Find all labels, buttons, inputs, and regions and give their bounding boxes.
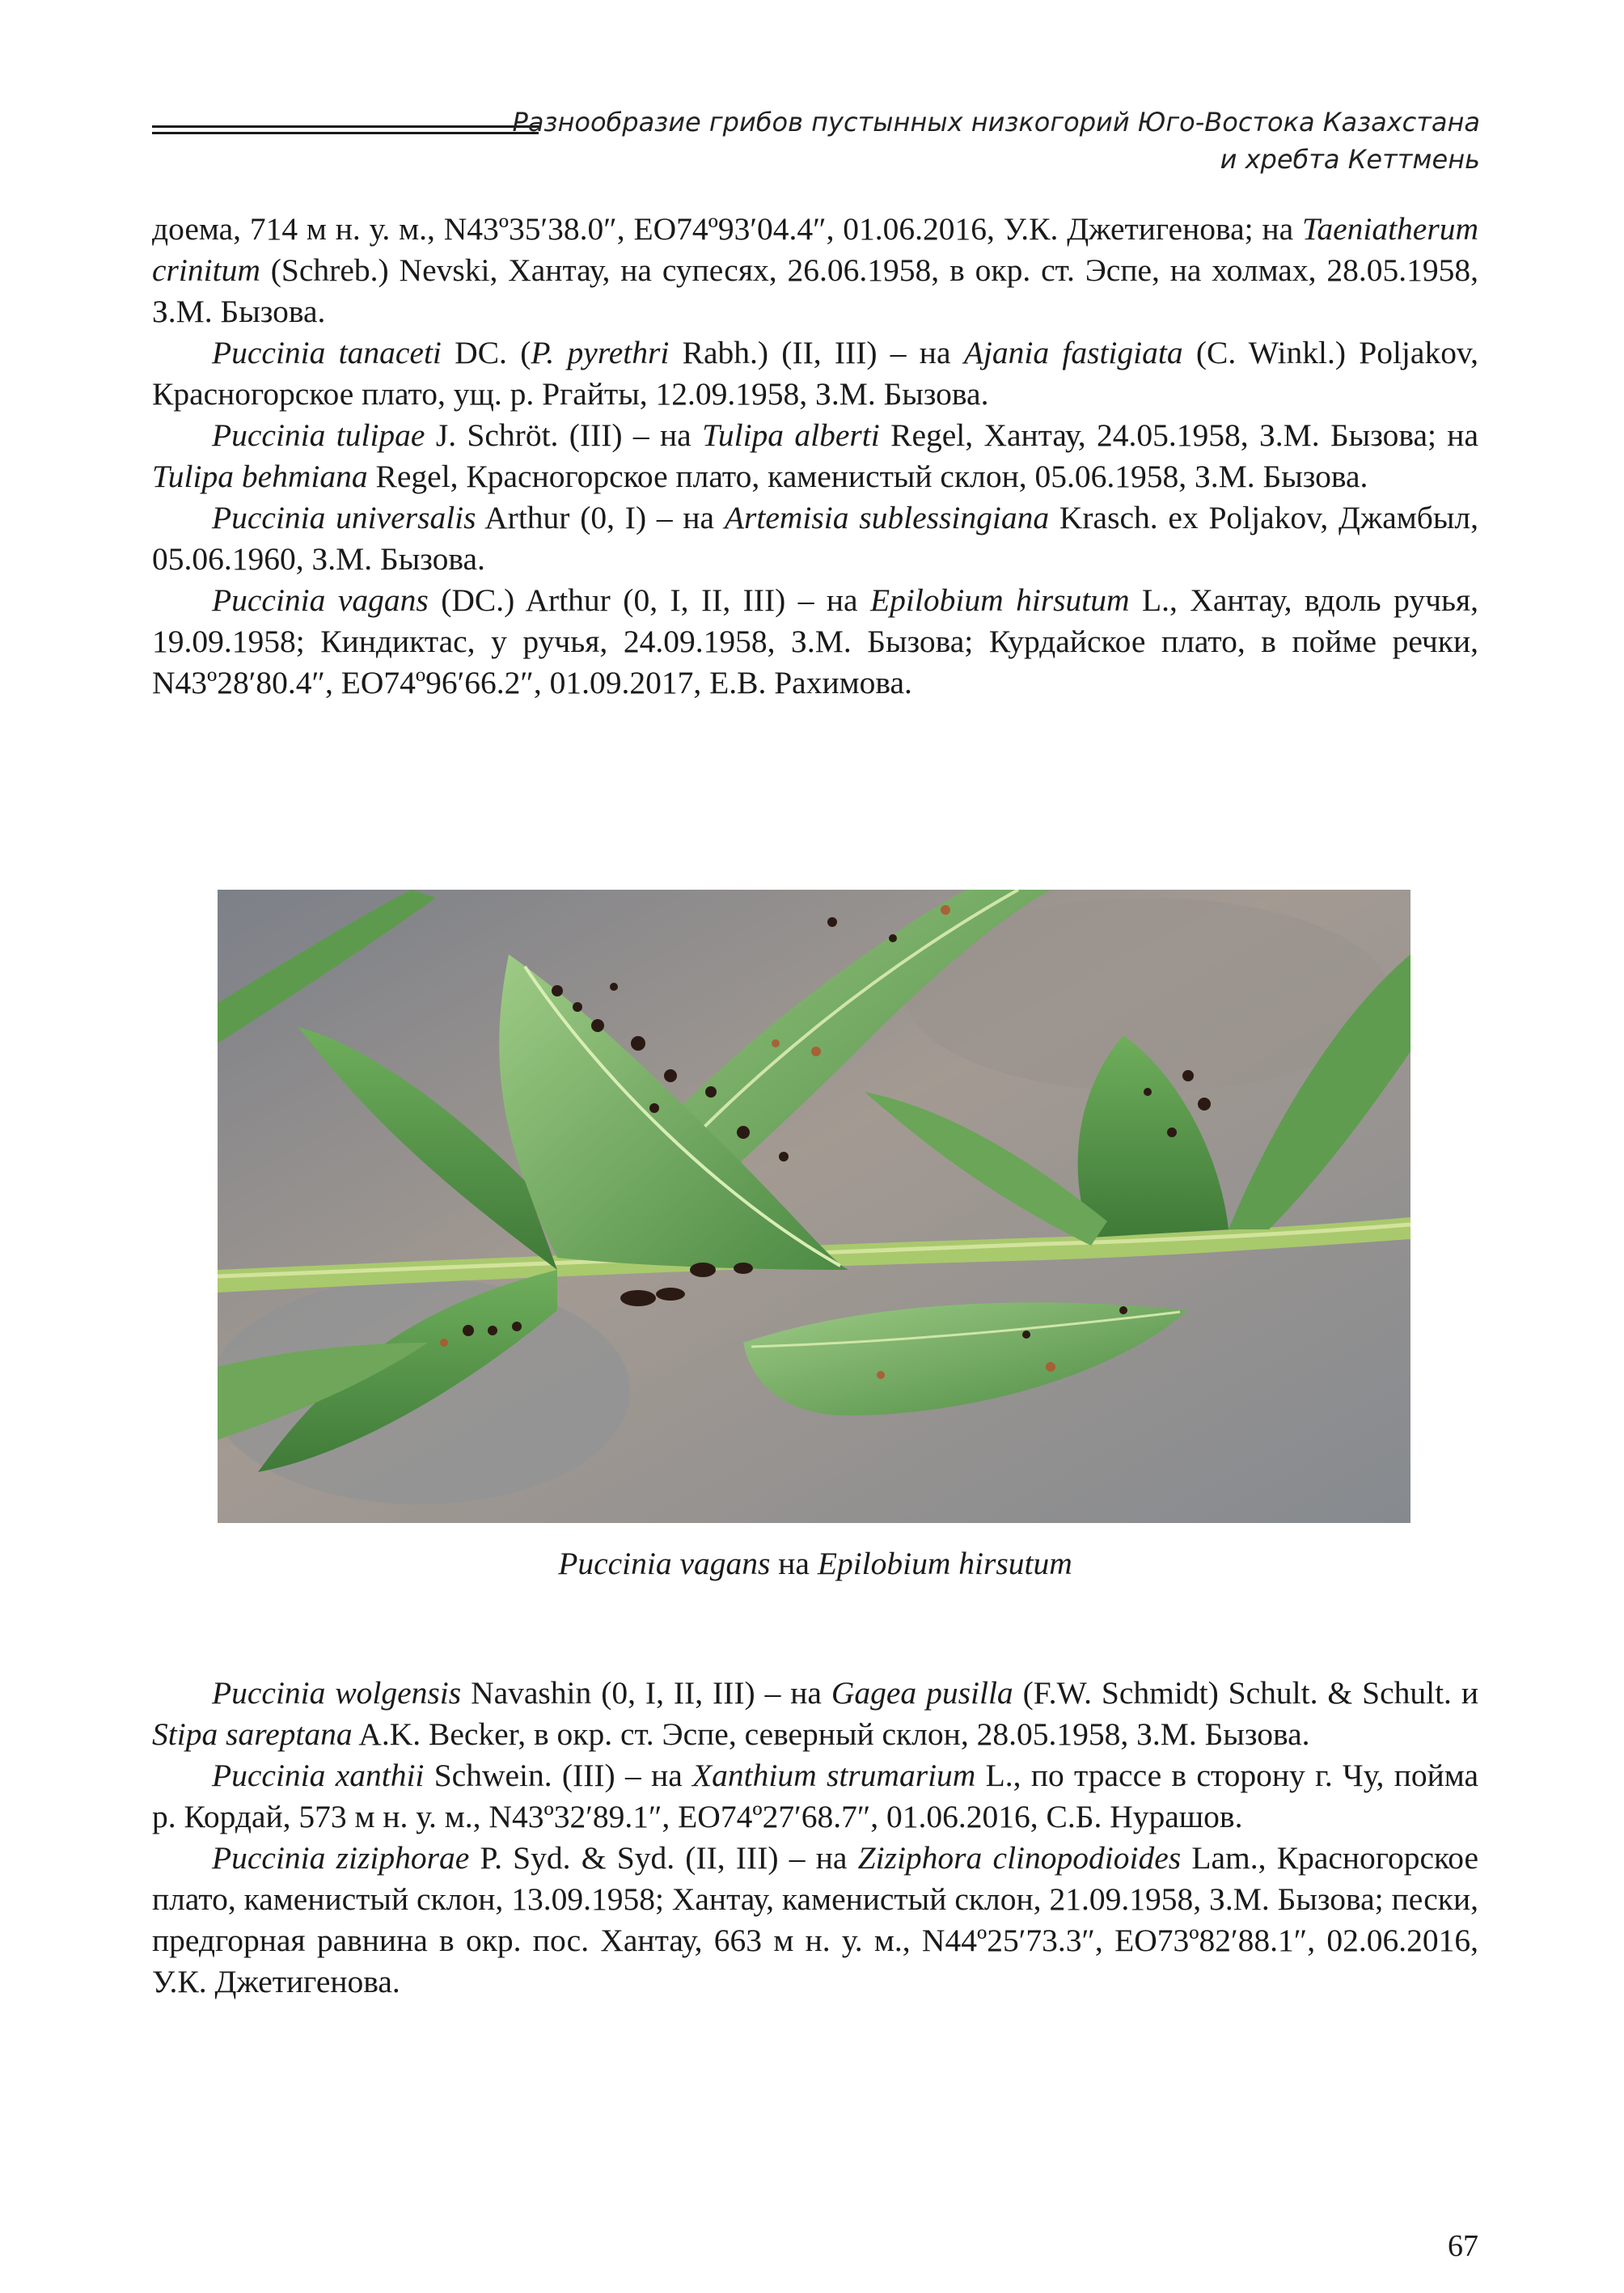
caption-text: на [770,1546,818,1581]
text: Regel, Хантау, 24.05.1958, З.М. Бызова; на [879,417,1478,453]
caption-species: Puccinia vagans [558,1546,771,1581]
species-name: Puccinia tanaceti [212,335,442,370]
text: P. Syd. & Syd. (II, III) – на [469,1840,858,1876]
paragraph [152,332,1478,415]
species-name: Puccinia xanthii [212,1758,425,1793]
running-header [513,104,1480,178]
header-rule-top [152,125,539,128]
paragraph [152,1673,1478,1755]
paragraph [152,1755,1478,1838]
text: Regel, Красногорское плато, каменистый склон, 05.06.1958, З.М. Бызова. [367,459,1368,494]
figure-caption [152,1542,1478,1584]
species-name: Ziziphora clinopodioides [857,1840,1182,1876]
species-name: Artemisia sublessingiana [724,500,1050,535]
text: Lam., Красногорское плато, каменистый склон, 13.09.1958; Хантау, каменистый склон, 21.09.1958, З.М. Бызова; пески, предгорная равнина в окр. пос. Хантау, 663 м н. у. м., N44º25′73.3″, EO73º82′88.1″, 02.06.2016, У.К. Джетигенова. [152,1840,1478,1999]
text: DC. ( [441,335,531,370]
page-number: 67 [1448,2229,1478,2263]
text: L., Хантау, вдоль ручья, 19.09.1958; Киндиктас, у ручья, 24.09.1958, З.М. Бызова; Курдайское плато, в пойме речки, N43º28′80.4″, EO74º96′66.2″, 01.09.2017, Е.В. Рахимова. [152,582,1478,700]
species-name: Puccinia wolgensis [212,1675,462,1711]
species-name: Xanthium strumarium [692,1758,976,1793]
species-name: Tulipa behmiana [152,459,368,494]
text: Rabh.) (II, III) – на [669,335,964,370]
paragraph [152,497,1478,580]
text-block-lower [152,1673,1478,2003]
text: J. Schröt. (III) – на [425,417,703,453]
running-header-line-2: и хребта Кеттмень [1220,144,1480,175]
species-name: Ajania fastigiata [963,335,1183,370]
text: Schwein. (III) – на [424,1758,693,1793]
header-rule-bottom [152,132,539,134]
running-header-line-1: Разнообразие грибов пустынных низкогорий Юго-Востока Казахстана [512,107,1480,137]
text: (DC.) Arthur (0, I, II, III) – на [428,582,871,618]
text: Navashin (0, I, II, III) – на [461,1675,831,1711]
species-name: P. pyrethri [531,335,670,370]
species-name: Puccinia tulipae [212,417,425,453]
text: (Schreb.) Nevski, Хантау, на супесях, 26.06.1958, в окр. ст. Эспе, на холмах, 28.05.1958, З.М. Бызова. [152,252,1478,329]
species-name: Stipa sareptana [152,1716,353,1752]
photo-illustration [218,890,1410,1523]
text: A.K. Becker, в окр. ст. Эспе, северный склон, 28.05.1958, З.М. Бызова. [352,1716,1310,1752]
paragraph [152,580,1478,704]
plant-photo [218,890,1410,1523]
text: (C. Winkl.) Poljakov, Красногорское плато, ущ. р. Ргайты, 12.09.1958, З.М. Бызова. [152,335,1479,412]
caption-host: Epilobium hirsutum [817,1546,1072,1581]
text: Arthur (0, I) – на [476,500,725,535]
paragraph [152,1838,1478,2003]
species-name: Epilobium hirsutum [870,582,1130,618]
species-name: Puccinia vagans [212,582,429,618]
paragraph [152,415,1478,497]
text-block-upper [152,209,1478,704]
text: доема, 714 м н. у. м., N43º35′38.0″, EO74º93′04.4″, 01.06.2016, У.К. Джетигенова; на [152,211,1302,247]
text: Krasch. ex Poljakov, Джамбыл, 05.06.1960, З.М. Бызова. [152,500,1478,577]
species-name: Tulipa alberti [702,417,880,453]
species-name: Puccinia universalis [212,500,476,535]
paragraph [152,209,1478,332]
species-name: Puccinia ziziphorae [212,1840,470,1876]
text: (F.W. Schmidt) Schult. & Schult. и [1013,1675,1478,1711]
species-name: Taeniatherum crinitum [152,211,1478,288]
species-name: Gagea pusilla [831,1675,1013,1711]
text: L., по трассе в сторону г. Чу, пойма р. Кордай, 573 м н. у. м., N43º32′89.1″, EO74º27′68.7″, 01.06.2016, С.Б. Нурашов. [152,1758,1478,1834]
